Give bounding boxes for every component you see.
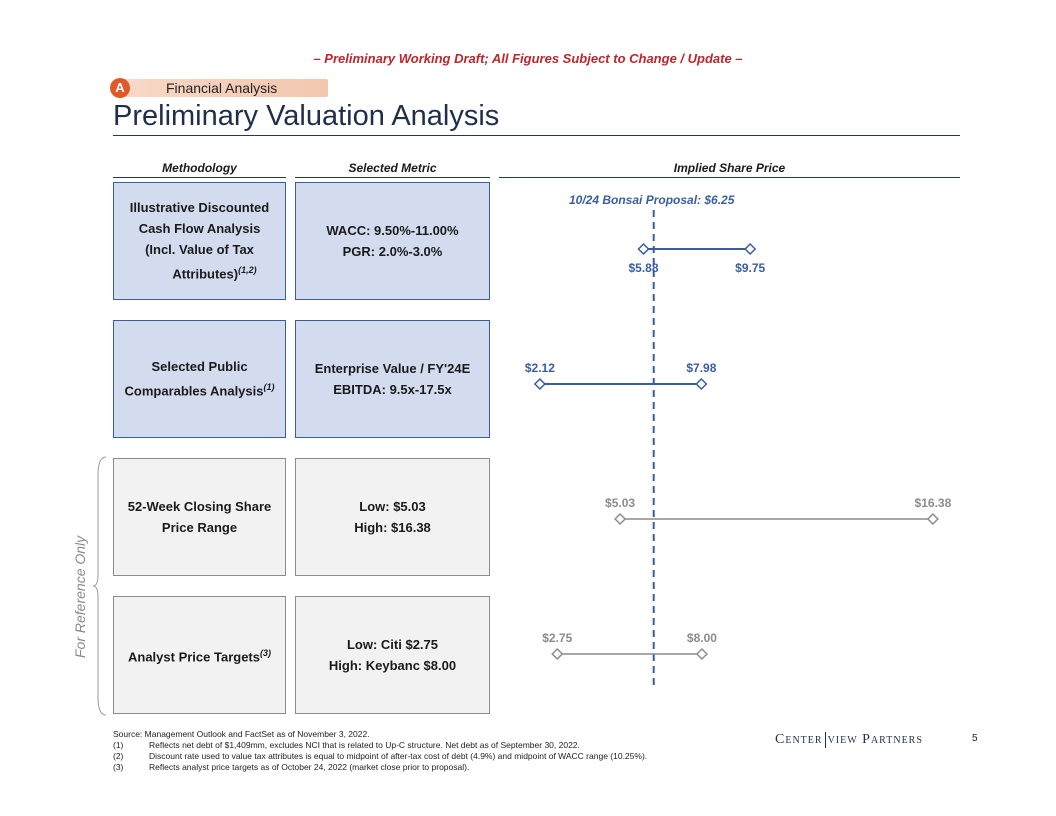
metric-header-rule bbox=[295, 177, 490, 178]
logo-left: Center bbox=[775, 732, 823, 748]
implied-share-price-chart bbox=[499, 180, 960, 720]
metric-header: Selected Metric bbox=[348, 161, 437, 175]
footnote-ref: (1,2) bbox=[238, 265, 257, 276]
low-marker bbox=[639, 244, 649, 254]
metric-line: EBITDA: 9.5x-17.5x bbox=[333, 382, 452, 397]
metric-line: WACC: 9.50%-11.00% bbox=[326, 223, 459, 238]
method-line bbox=[130, 260, 269, 284]
method-line: 52-Week Closing Share bbox=[127, 499, 272, 514]
draft-banner: – Preliminary Working Draft; All Figures Subject to Change / Update – bbox=[313, 51, 743, 66]
metric-line: Enterprise Value / FY'24E bbox=[314, 361, 471, 376]
high-marker bbox=[745, 244, 755, 254]
methodology-header: Methodology bbox=[162, 161, 237, 175]
high-marker bbox=[696, 379, 706, 389]
footnote-num: (3) bbox=[113, 762, 124, 772]
method-line bbox=[125, 377, 275, 401]
implied-price-header-rule bbox=[499, 177, 960, 178]
footnote-row bbox=[113, 740, 647, 751]
low-marker bbox=[535, 379, 545, 389]
method-line: (Incl. Value of Tax bbox=[145, 242, 254, 258]
metric-box-dcf bbox=[295, 182, 490, 300]
section-tab bbox=[110, 78, 328, 98]
footnotes bbox=[113, 729, 647, 773]
method-line-last: Analyst Price Targets bbox=[128, 649, 260, 665]
high-marker bbox=[928, 514, 938, 524]
footnote-row bbox=[113, 751, 647, 762]
logo-right: view Partners bbox=[827, 732, 923, 748]
method-line: Cash Flow Analysis bbox=[138, 221, 261, 237]
metric-box-52week bbox=[295, 458, 490, 576]
method-line: Illustrative Discounted bbox=[129, 200, 270, 216]
methodology-header-rule bbox=[113, 177, 286, 178]
methodology-box-comps bbox=[113, 320, 286, 438]
method-line-last: Comparables Analysis bbox=[124, 383, 264, 399]
reference-only-label: For Reference Only bbox=[72, 535, 88, 658]
metric-line: High: Keybanc $8.00 bbox=[328, 658, 457, 673]
metric-line: Low: Citi $2.75 bbox=[346, 637, 439, 652]
metric-box-analyst bbox=[295, 596, 490, 714]
high-value-label: $7.98 bbox=[686, 361, 717, 375]
section-letter-badge: A bbox=[110, 78, 130, 98]
title-divider bbox=[113, 135, 960, 136]
metric-line: PGR: 2.0%-3.0% bbox=[342, 244, 443, 259]
page-number: 5 bbox=[972, 733, 978, 744]
method-line bbox=[128, 643, 271, 667]
page-title: Preliminary Valuation Analysis bbox=[113, 100, 500, 132]
low-value-label: $2.12 bbox=[524, 361, 555, 375]
method-line: Price Range bbox=[161, 520, 238, 535]
footnote-text: Discount rate used to value tax attributes is equal to midpoint of after-tax cost of debt (4.9%) and midpoint of WACC range (10.25%). bbox=[149, 751, 648, 761]
methodology-box-dcf bbox=[113, 182, 286, 300]
proposal-reference-label: 10/24 Bonsai Proposal: $6.25 bbox=[568, 193, 735, 207]
reference-bracket bbox=[92, 455, 108, 717]
low-marker bbox=[615, 514, 625, 524]
low-value-label: $2.75 bbox=[542, 631, 573, 645]
high-value-label: $16.38 bbox=[914, 496, 952, 510]
methodology-box-analyst bbox=[113, 596, 286, 714]
high-value-label: $8.00 bbox=[686, 631, 717, 645]
source-note: Source: Management Outlook and FactSet as of November 3, 2022. bbox=[113, 729, 370, 739]
footnote-row bbox=[113, 762, 647, 773]
footnote-num: (1) bbox=[113, 740, 124, 750]
high-marker bbox=[697, 649, 707, 659]
metric-box-comps bbox=[295, 320, 490, 438]
section-label: Financial Analysis bbox=[166, 80, 278, 96]
logo-divider bbox=[825, 732, 826, 748]
low-marker bbox=[552, 649, 562, 659]
centerview-logo bbox=[775, 732, 923, 748]
method-line-last: Attributes) bbox=[172, 266, 239, 282]
footnote-ref: (3) bbox=[259, 647, 271, 658]
footnote-text: Reflects net debt of $1,409mm, excludes NCI that is related to Up-C structure. Net debt as of September 30, 2022. bbox=[149, 740, 580, 750]
methodology-box-52week bbox=[113, 458, 286, 576]
footnote-num: (2) bbox=[113, 751, 124, 761]
footnote-ref: (1) bbox=[263, 382, 275, 393]
footnote-text: Reflects analyst price targets as of October 24, 2022 (market close prior to proposal). bbox=[149, 762, 470, 772]
low-value-label: $5.88 bbox=[628, 261, 659, 275]
metric-line: High: $16.38 bbox=[354, 520, 431, 535]
metric-line: Low: $5.03 bbox=[359, 499, 426, 514]
implied-price-header: Implied Share Price bbox=[673, 161, 786, 175]
low-value-label: $5.03 bbox=[605, 496, 636, 510]
method-line: Selected Public bbox=[151, 359, 248, 375]
high-value-label: $9.75 bbox=[735, 261, 766, 275]
